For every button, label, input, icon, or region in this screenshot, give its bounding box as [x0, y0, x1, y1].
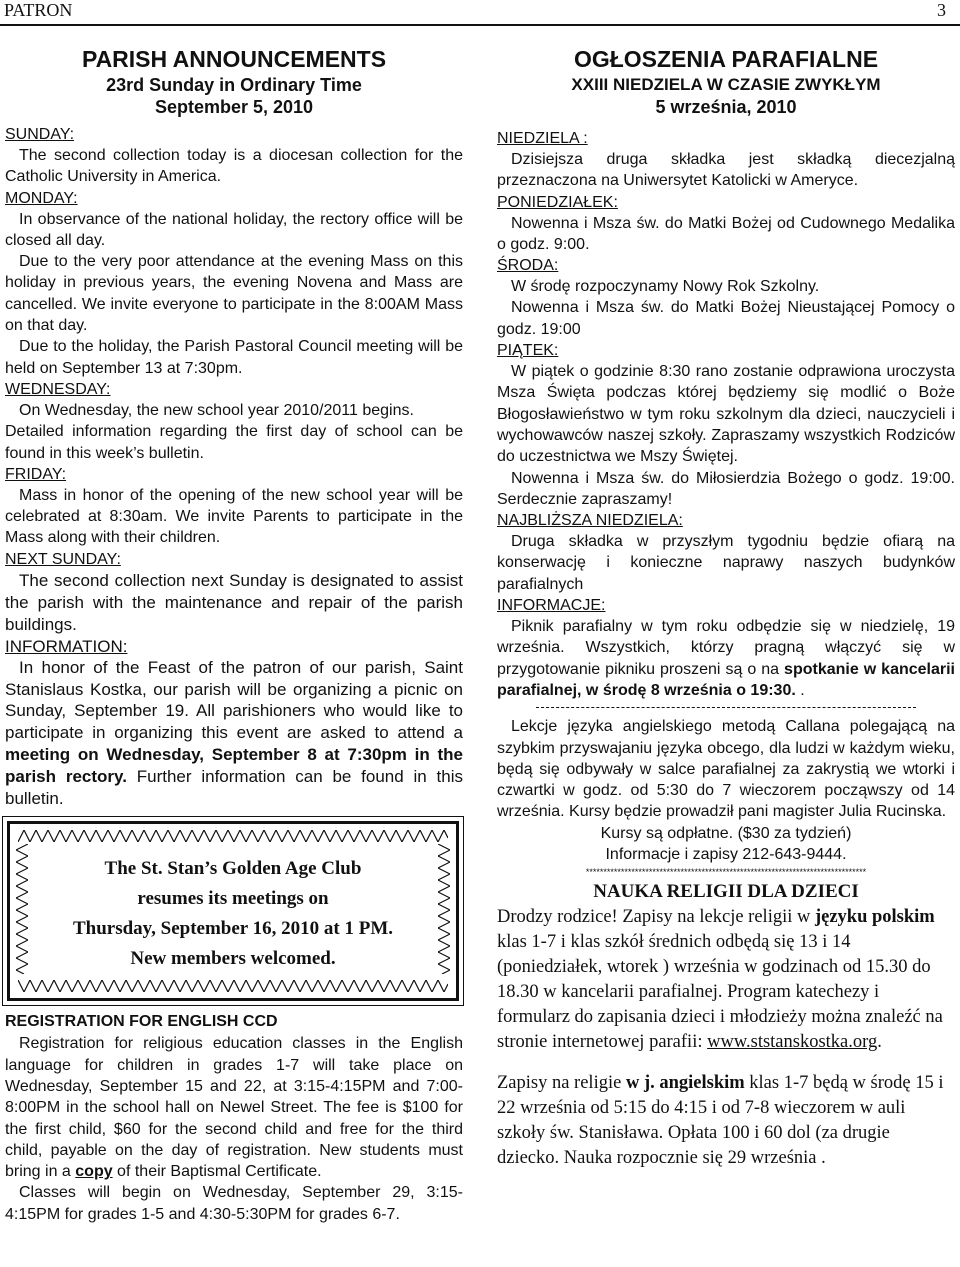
- information-meeting-bold: meeting on Wednesday, September 8 at 7:30pm in the parish rectory.: [5, 744, 463, 786]
- english-subtitle: 23rd Sunday in Ordinary Time: [106, 75, 362, 95]
- registration-copy-word: copy: [75, 1163, 113, 1181]
- zigzag-border-bottom: [18, 980, 448, 992]
- informacje-text: [497, 616, 955, 701]
- informacje-heading: INFORMACJE:: [497, 597, 606, 615]
- monday-text-2: Due to the very poor attendance at the evening Mass on this holiday in previous years, the evening Novena and Mass are cancelled. We invite everyone to participate in the 8:00AM Mass on that day.: [5, 253, 463, 335]
- next-sunday-heading: NEXT SUNDAY:: [5, 550, 121, 568]
- registration-heading: REGISTRATION FOR ENGLISH CCD: [5, 1013, 278, 1031]
- sroda-text-1: W środę rozpoczynamy Nowy Rok Szkolny.: [511, 278, 820, 296]
- polish-date: 5 września, 2010: [655, 97, 797, 117]
- golden-age-line-2: resumes its meetings on: [137, 888, 329, 910]
- callan-contact-line: Informacje i zapisy 212-643-9444.: [605, 845, 847, 863]
- friday-text: Mass in honor of the opening of the new school year will be celebrated at 8:30am. We invite Parents to participate in the Mass along with their children.: [5, 486, 463, 547]
- religion-english-a: Zapisy na religie: [497, 1072, 626, 1093]
- polish-title: OGŁOSZENIA PARAFIALNE: [573, 46, 879, 72]
- dashed-divider: [536, 707, 916, 708]
- spacer: [497, 1055, 955, 1071]
- callan-fee-line: Kursy są odpłatne. ($30 za tydzień): [600, 824, 852, 842]
- piatek-heading: PIĄTEK:: [497, 342, 559, 360]
- religion-english-text: [497, 1071, 955, 1171]
- monday-text-3: Due to the holiday, the Parish Pastoral Council meeting will be held on September 13 at 7:30pm.: [5, 338, 463, 377]
- wednesday-text-1: On Wednesday, the new school year 2010/2011 begins.: [19, 401, 414, 419]
- zigzag-border-right: [438, 844, 450, 974]
- zigzag-border-top: [18, 830, 448, 842]
- niedziela-text: Dzisiejsza druga składka jest składką diecezjalną przeznaczona na Uniwersytet Katolicki w Ameryce.: [497, 151, 955, 190]
- piatek-text-1: W piątek o godzinie 8:30 rano zostanie odprawiona uroczysta Msza Święta podczas której będziemy się modlić o Boże Błogosławieństwo w tym roku szkolnym dla dzieci, nauczycieli i wychowawców naszej szkoły. Zapraszamy wszystkich Rodziców do uczestnictwa we Mszy Świętej.: [497, 363, 955, 466]
- information-text-a: In honor of the Feast of the patron of our parish, Saint Stanislaus Kostka, our parish will be organizing a picnic on Sunday, September 19. All parishioners who would like to participate in organizing this event are asked to attend a: [5, 657, 463, 743]
- sunday-text: The second collection today is a diocesan collection for the Catholic University in America.: [5, 147, 463, 186]
- registration-text-end: of their Baptismal Certificate.: [112, 1163, 322, 1181]
- friday-heading: FRIDAY:: [5, 465, 67, 483]
- religion-polish-bold: języku polskim: [814, 906, 935, 927]
- sroda-heading: ŚRODA:: [497, 257, 559, 275]
- registration-classes-text: Classes will begin on Wednesday, September 29, 3:15-4:15PM for grades 1-5 and 4:30-5:30PM for grades 6-7.: [5, 1184, 463, 1223]
- english-column: [5, 44, 463, 1225]
- informacje-text-end: .: [795, 681, 805, 699]
- page-number: 3: [937, 0, 946, 20]
- religion-polish-a: Drodzy rodzice! Zapisy na lekcje religii w: [497, 906, 815, 927]
- golden-age-line-4: New members welcomed.: [130, 948, 336, 970]
- religion-polish-text: [497, 905, 955, 1055]
- english-title: PARISH ANNOUNCEMENTS: [81, 46, 387, 72]
- page-header: [0, 0, 960, 26]
- religion-english-bold: w j. angielskim: [625, 1072, 745, 1093]
- sroda-text-2: Nowenna i Msza św. do Matki Bożej Nieustającej Pomocy o godz. 19:00: [497, 299, 955, 338]
- polish-column: [497, 44, 955, 1171]
- sunday-heading: SUNDAY:: [5, 126, 75, 143]
- parish-website-link[interactable]: www.ststanskostka.org: [707, 1031, 878, 1052]
- golden-age-club-text: [40, 854, 426, 974]
- information-text: [5, 657, 463, 810]
- informacje-text-a: Piknik parafialny w tym roku odbędzie się w niedzielę, 19 września. Wszystkich, którzy pragną włączyć się w przygotowanie pikniku proszeni są o na: [497, 618, 955, 678]
- religion-polish-end: .: [877, 1031, 882, 1052]
- information-text-end: Further information can be found in this bulletin.: [5, 766, 464, 808]
- registration-text-a: Registration for religious education classes in the English language for children in grades 1-7 will take place on Wednesday, September 15 and 22, at 3:15-4:15PM and 7:00-8:00PM in the school hall on Newel Street. The fee is $100 for the first child, $60 for the second child and free for the third child, payable on the day of registration. New students must bring in a: [5, 1035, 463, 1181]
- monday-heading: MONDAY:: [5, 189, 78, 207]
- english-date: September 5, 2010: [154, 97, 314, 117]
- poniedzialek-text: Nowenna i Msza św. do Matki Bożej od Cudownego Medalika o godz. 9:00.: [497, 214, 955, 253]
- callan-lessons-text: Lekcje języka angielskiego metodą Callana polegającą na szybkim przyswajaniu języka obcego, dla ludzi w każdym wieku, będą się odbywały w salce parafialnej za zakrystią we wtorki i czwartki w godz. od 5:30 do 7 wieczorem począwszy od 14 września. Kursy będzie prowadził pani magister Julia Rucinska.: [497, 718, 955, 821]
- next-sunday-text: The second collection next Sunday is designated to assist the parish with the maintenance and repair of the parish buildings.: [5, 570, 463, 634]
- najblizsza-heading: NAJBLIŻSZA NIEDZIELA:: [497, 512, 683, 530]
- religion-english-c: klas 1-7 będą w środę 15 i 22 września od 5:15 do 4:15 i od 7-8 wieczorem w auli szkoły św. Stanisława. Opłata 100 i 60 dol (za drugie dziecko. Nauka rozpocznie się 29 września .: [497, 1072, 944, 1168]
- wednesday-heading: WEDNESDAY:: [5, 380, 111, 398]
- religion-class-heading: NAUKA RELIGII DLA DZIECI: [593, 880, 859, 902]
- publication-name: PATRON: [4, 0, 73, 20]
- piatek-text-2: Nowenna i Msza św. do Miłosierdzia Bożego o godz. 19:00. Serdecznie zapraszamy!: [497, 469, 955, 508]
- zigzag-border-left: [16, 844, 28, 974]
- registration-text: [5, 1033, 463, 1182]
- golden-age-club-box: [7, 821, 459, 1001]
- poniedzialek-heading: PONIEDZIAŁEK:: [497, 193, 618, 211]
- asterisk-divider: ********************************************************************************: [585, 866, 867, 877]
- golden-age-line-3: Thursday, September 16, 2010 at 1 PM.: [72, 918, 393, 940]
- niedziela-heading: NIEDZIELA :: [497, 130, 588, 147]
- golden-age-line-1: The St. Stan’s Golden Age Club: [104, 858, 362, 880]
- najblizsza-text: Druga składka w przyszłym tygodniu będzie ofiarą na konserwację i konieczne naprawy naszych budynków parafialnych: [497, 533, 955, 593]
- informacje-meeting-bold: spotkanie w kancelarii parafialnej, w środę 8 września o 19:30.: [497, 660, 956, 699]
- information-heading: INFORMATION:: [5, 636, 128, 656]
- monday-text-1: In observance of the national holiday, the rectory office will be closed all day.: [5, 210, 463, 249]
- wednesday-text-2: Detailed information regarding the first day of school can be found in this week’s bulletin.: [5, 423, 463, 462]
- polish-subtitle: XXIII NIEDZIELA W CZASIE ZWYKŁYM: [571, 75, 881, 94]
- religion-polish-c: klas 1-7 i klas szkół średnich odbędą się 13 i 14 (poniedziałek, wtorek ) września w godzinach od 15.30 do 18.30 w kancelarii parafialnej. Program katechezy i formularz do zapisania dzieci i młodzieży można znaleźć na stronie internetowej parafii:: [497, 931, 943, 1052]
